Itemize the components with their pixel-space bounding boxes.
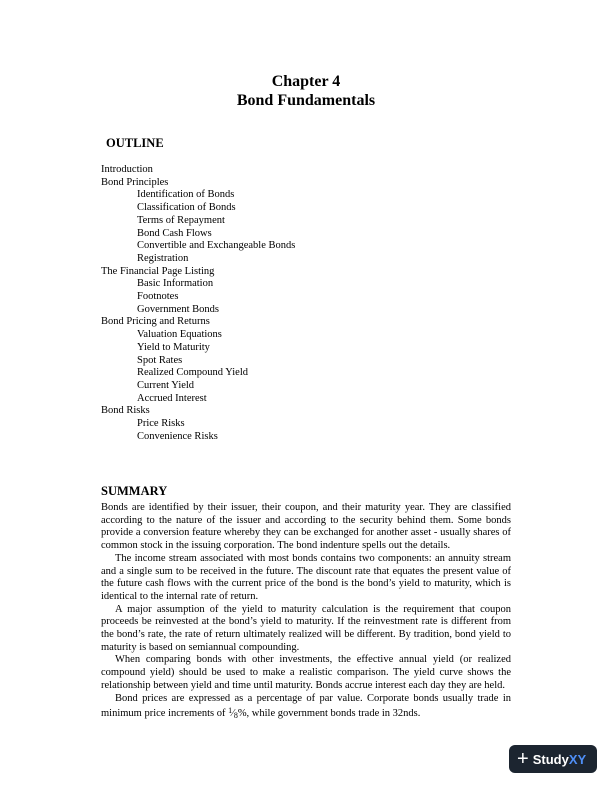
summary-paragraph: Bonds are identified by their issuer, their coupon, and their maturity year. They are classified according to the nature of the issuer and according to the security behind them. Some bonds provide a conversion feature whereby they can be exchanged for another asset - usually shares of common stock in the issuing corporation. The bond indenture spells out the details.	[101, 502, 511, 552]
outline-item: Bond Principles	[101, 176, 169, 188]
chapter-name: Bond Fundamentals	[236, 92, 376, 109]
outline-subitem: Convertible and Exchangeable Bonds	[137, 240, 296, 252]
summary-paragraph: The income stream associated with most bonds contains two components: an annuity stream and a single sum to be received in the future. The discount rate that equates the present value of the future cash flows with the current price of the bond is the bond’s yield to maturity, which is identical to the internal rate of return.	[101, 552, 511, 602]
outline-item: The Financial Page Listing	[101, 265, 215, 277]
outline-subitem: Current Yield	[137, 379, 195, 391]
outline-subitem: Convenience Risks	[137, 430, 218, 442]
chapter-number: Chapter 4	[271, 73, 341, 90]
outline-subitem: Basic Information	[137, 278, 214, 290]
plus-icon: +	[517, 748, 529, 770]
outline-heading: OUTLINE	[106, 136, 164, 150]
outline-item: Bond Risks	[101, 405, 150, 417]
summary-heading: SUMMARY	[101, 484, 168, 498]
outline-subitem: Spot Rates	[137, 354, 183, 366]
outline-subitem: Price Risks	[137, 418, 185, 430]
outline-subitem: Footnotes	[137, 291, 179, 303]
summary-paragraph-last	[101, 693, 511, 723]
outline-item: Bond Pricing and Returns	[101, 316, 210, 328]
outline-subitem: Classification of Bonds	[137, 202, 236, 214]
summary-paragraph: When comparing bonds with other investments, the effective annual yield (or realized compound yield) should be used to make a realistic comparison. The yield curve shows the relationship between yield and time until maturity. Bonds accrue interest each day they are held.	[101, 654, 511, 691]
fraction-denominator: 8	[233, 711, 238, 721]
outline-subitem: Accrued Interest	[137, 392, 207, 404]
outline-subitem: Registration	[137, 252, 189, 264]
outline-subitem: Identification of Bonds	[137, 189, 235, 201]
outline-subitem: Realized Compound Yield	[137, 367, 249, 379]
fraction-numerator: 1	[228, 706, 233, 716]
chapter-title	[0, 72, 612, 110]
outline-subitem: Government Bonds	[137, 303, 219, 315]
price-text: Bond prices are expressed as a percentage of par value. Corporate bonds usually trade in minimum price increments of	[101, 692, 511, 720]
brand-name-main: Study	[532, 751, 569, 767]
summary-body	[101, 502, 511, 723]
outline-subitem: Bond Cash Flows	[137, 227, 212, 239]
brand-name	[533, 752, 586, 767]
outline-list	[101, 164, 295, 443]
price-text-end: %, while government bonds trade in 32nds.	[237, 708, 421, 720]
studyxy-badge[interactable]	[509, 745, 597, 773]
fraction-slash: ⁄	[232, 708, 234, 720]
summary-paragraph: A major assumption of the yield to maturity calculation is the requirement that coupon proceeds be reinvested at the bond’s yield to maturity. If the reinvestment rate is different from the bond’s rate, the rate of return ultimately realized will be different. By tradition, bond yield to maturity is based on semiannual compounding.	[101, 603, 511, 653]
outline-subitem: Yield to Maturity	[137, 341, 210, 353]
outline-subitem: Valuation Equations	[137, 329, 222, 341]
outline-subitem: Terms of Repayment	[137, 214, 225, 226]
outline-item: Introduction	[101, 164, 153, 175]
brand-name-accent: XY	[568, 751, 587, 767]
